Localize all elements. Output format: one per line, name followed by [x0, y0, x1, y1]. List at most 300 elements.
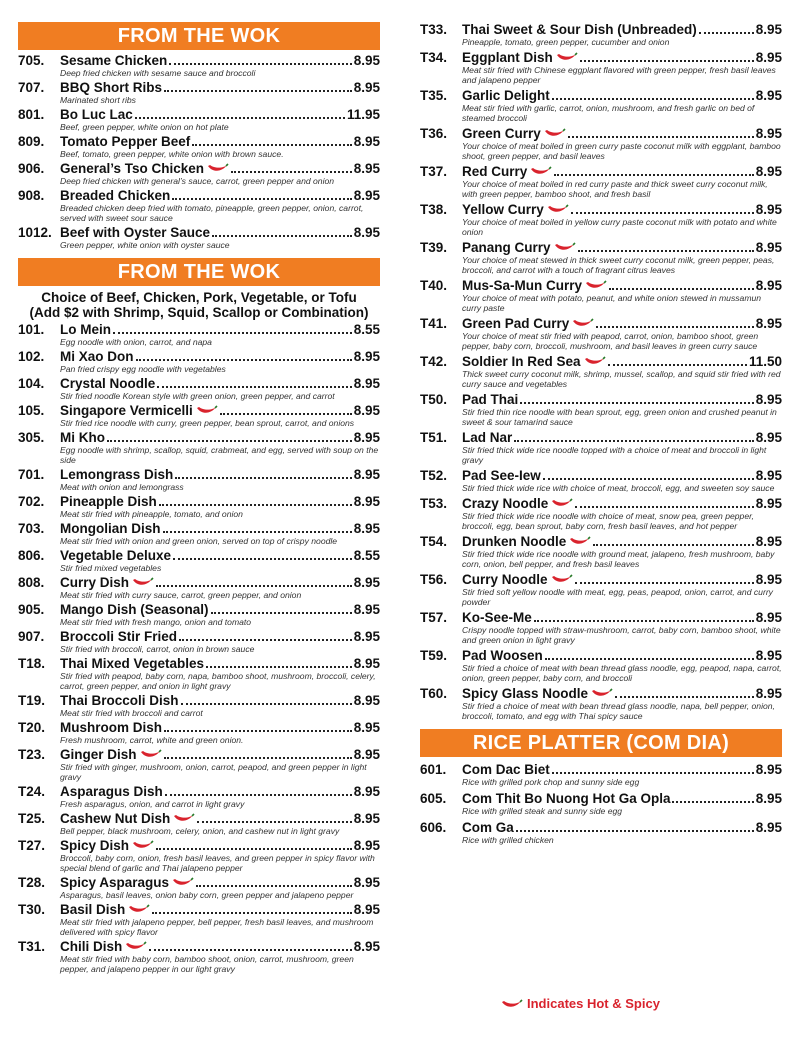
item-description: Stir fried thick wide rice with choice of meat, broccoli, egg, and sweeten soy sauce — [462, 483, 775, 493]
dot-leader — [554, 174, 753, 176]
item-price: 8.95 — [353, 403, 380, 418]
item-price: 8.95 — [755, 240, 782, 255]
item-number: T50. — [420, 392, 448, 407]
spicy-legend-text: Indicates Hot & Spicy — [527, 996, 660, 1011]
item-name: Lad Nar — [462, 430, 513, 445]
item-name: Curry Dish — [60, 575, 130, 590]
item-description: Your choice of meat stir fried with peapod, carrot, onion, bamboo shoot, green pepper, baby corn, broccoli, mushroom, and basil leaves in green curry sauce — [462, 331, 759, 351]
item-number: T18. — [18, 656, 46, 671]
menu-item — [18, 811, 380, 836]
item-description: Meat with onion and lemongrass — [60, 482, 184, 492]
menu-item-line — [420, 50, 782, 65]
menu-item-line — [18, 811, 380, 826]
dot-leader — [169, 63, 351, 65]
item-number: T56. — [420, 572, 448, 587]
item-name: Cashew Nut Dish — [60, 811, 171, 826]
menu-item-line — [18, 134, 380, 149]
choice-note-line1: Choice of Beef, Chicken, Pork, Vegetable, or Tofu — [41, 290, 357, 305]
item-price: 8.95 — [353, 902, 380, 917]
chili-pepper-icon — [572, 318, 594, 328]
menu-item — [18, 225, 380, 250]
item-name: Yellow Curry — [462, 202, 544, 217]
item-name: Beef with Oyster Sauce — [60, 225, 211, 240]
item-price: 8.95 — [353, 693, 380, 708]
choice-note-line2: (Add $2 with Shrimp, Squid, Scallop or Combination) — [29, 305, 369, 320]
item-number: 908. — [18, 188, 45, 203]
item-number: 905. — [18, 602, 45, 617]
menu-item — [18, 53, 380, 78]
item-number: 1012. — [18, 225, 52, 240]
item-number: 605. — [420, 791, 447, 806]
item-price: 8.95 — [353, 875, 380, 890]
menu-item — [420, 496, 782, 531]
item-name: Eggplant Dish — [462, 50, 553, 65]
menu-item — [420, 392, 782, 427]
dot-leader — [516, 830, 754, 832]
item-name: Spicy Asparagus — [60, 875, 170, 890]
menu-item — [420, 534, 782, 569]
menu-item-line — [420, 686, 782, 701]
dot-leader — [575, 506, 753, 508]
menu-item — [420, 126, 782, 161]
menu-item — [18, 784, 380, 809]
dot-leader — [163, 531, 352, 533]
dot-leader — [608, 364, 747, 366]
item-price: 8.95 — [353, 602, 380, 617]
item-name: Curry Noodle — [462, 572, 548, 587]
menu-item — [18, 134, 380, 159]
item-description: Stir fried a choice of meat with bean thread glass noodle, egg, peapod, napa, carrot, onion, green pepper, baby corn, and broccoli — [462, 663, 782, 683]
menu-item-line — [420, 496, 782, 511]
chili-pepper-icon — [556, 52, 578, 62]
menu-item-line — [18, 629, 380, 644]
item-name: Tomato Pepper Beef — [60, 134, 191, 149]
item-price: 8.95 — [353, 656, 380, 671]
dot-leader — [159, 504, 352, 506]
item-price: 8.95 — [353, 521, 380, 536]
chili-pepper-icon — [551, 574, 573, 584]
menu-list-rice — [420, 762, 782, 845]
choice-note — [18, 290, 380, 320]
menu-item-line — [18, 784, 380, 799]
item-description: Bell pepper, black mushroom, celery, onion, and cashew nut in light gravy — [60, 826, 340, 836]
menu-item — [18, 349, 380, 374]
dot-leader — [196, 885, 352, 887]
item-description: Egg noodle with shrimp, scallop, squid, crabmeat, and egg, served with soup on the side — [60, 445, 379, 465]
dot-leader — [165, 794, 352, 796]
menu-item-line — [420, 354, 782, 369]
menu-item-line — [420, 534, 782, 549]
item-number: T36. — [420, 126, 448, 141]
item-price: 8.95 — [353, 811, 380, 826]
item-name: Panang Curry — [462, 240, 551, 255]
menu-item-line — [18, 875, 380, 890]
dot-leader — [552, 98, 754, 100]
dot-leader — [545, 658, 754, 660]
item-price: 8.95 — [353, 349, 380, 364]
item-number: 906. — [18, 161, 45, 176]
menu-item — [420, 164, 782, 199]
item-number: T20. — [18, 720, 46, 735]
chili-pepper-icon — [172, 877, 194, 887]
item-description: Fresh mushroom, carrot, white and green onion. — [60, 735, 244, 745]
item-description: Stir fried a choice of meat with bean thread glass noodle, napa, bell pepper, onion, broccoli, tomato, and egg with Thai spicy sauce — [462, 701, 775, 721]
menu-item-line — [18, 602, 380, 617]
item-price: 8.95 — [755, 820, 782, 835]
menu-item-line — [420, 762, 782, 777]
dot-leader — [609, 288, 754, 290]
item-description: Your choice of meat with potato, peanut, and white onion stewed in mussamun curry paste — [462, 293, 762, 313]
item-name: Breaded Chicken — [60, 188, 171, 203]
chili-pepper-icon — [547, 204, 569, 214]
menu-item-line — [420, 316, 782, 331]
item-description: Meat stir fried with broccoli and carrot — [60, 708, 203, 718]
chili-pepper-icon — [132, 840, 154, 850]
item-price: 8.95 — [755, 22, 782, 37]
dot-leader — [206, 666, 352, 668]
item-name: Thai Broccoli Dish — [60, 693, 179, 708]
item-number: 101. — [18, 322, 45, 337]
menu-item-line — [420, 22, 782, 37]
item-price: 8.95 — [353, 494, 380, 509]
menu-item — [18, 107, 380, 132]
menu-item — [18, 430, 380, 465]
item-name: Broccoli Stir Fried — [60, 629, 178, 644]
menu-item-line — [420, 240, 782, 255]
menu-item — [18, 656, 380, 691]
menu-item — [420, 791, 782, 816]
menu-item-line — [420, 468, 782, 483]
menu-item — [420, 22, 782, 47]
menu-item-line — [18, 322, 380, 337]
item-name: Red Curry — [462, 164, 528, 179]
dot-leader — [172, 198, 351, 200]
dot-leader — [699, 32, 754, 34]
menu-item-line — [420, 202, 782, 217]
item-price: 8.95 — [755, 316, 782, 331]
menu-item-line — [18, 747, 380, 762]
dot-leader — [578, 250, 754, 252]
item-number: 801. — [18, 107, 45, 122]
menu-item-line — [18, 902, 380, 917]
item-name: Mongolian Dish — [60, 521, 161, 536]
item-description: Rice with grilled pork chop and sunny side egg — [462, 777, 640, 787]
item-price: 8.95 — [353, 376, 380, 391]
chili-pepper-icon — [173, 813, 195, 823]
item-number: T60. — [420, 686, 448, 701]
item-description: Stir fried thick wide rice noodle topped with a choice of meat and broccoli in light gravy — [462, 445, 767, 465]
item-name: Sesame Chicken — [60, 53, 168, 68]
item-description: Breaded chicken deep fried with tomato, pineapple, green pepper, onion, carrot, served with sweet sour sauce — [60, 203, 364, 223]
chili-pepper-icon — [554, 242, 576, 252]
menu-item — [420, 648, 782, 683]
item-number: T31. — [18, 939, 46, 954]
menu-item-line — [420, 610, 782, 625]
chili-pepper-icon — [569, 536, 591, 546]
menu-item-line — [18, 376, 380, 391]
item-number: T30. — [18, 902, 46, 917]
item-number: T23. — [18, 747, 46, 762]
menu-item-line — [18, 838, 380, 853]
dot-leader — [220, 413, 352, 415]
menu-item — [420, 686, 782, 721]
item-number: T37. — [420, 164, 448, 179]
menu-item — [18, 403, 380, 428]
menu-item — [420, 762, 782, 787]
item-number: T54. — [420, 534, 448, 549]
item-price: 8.55 — [353, 548, 380, 563]
item-number: T39. — [420, 240, 448, 255]
item-number: 305. — [18, 430, 45, 445]
item-number: 809. — [18, 134, 45, 149]
item-price: 8.95 — [755, 88, 782, 103]
menu-item — [18, 939, 380, 974]
menu-item-line — [18, 403, 380, 418]
menu-item-line — [18, 430, 380, 445]
item-name: Garlic Delight — [462, 88, 550, 103]
menu-item — [420, 316, 782, 351]
item-name: Pad See-Iew — [462, 468, 541, 483]
item-description: Pineapple, tomato, green pepper, cucumber and onion — [462, 37, 670, 47]
item-number: 702. — [18, 494, 45, 509]
menu-item — [420, 820, 782, 845]
menu-item-line — [420, 392, 782, 407]
item-name: Crazy Noodle — [462, 496, 549, 511]
dot-leader — [192, 144, 351, 146]
menu-item — [18, 693, 380, 718]
menu-item-line — [420, 648, 782, 663]
item-description: Meat stir fried with garlic, carrot, onion, mushroom, and fresh garlic on bed of steamed broccoli — [462, 103, 755, 123]
menu-item — [18, 838, 380, 873]
item-name: BBQ Short Ribs — [60, 80, 163, 95]
menu-item — [18, 720, 380, 745]
menu-item — [420, 240, 782, 275]
item-description: Stir fried noodle Korean style with green onion, green pepper, and carrot — [60, 391, 335, 401]
item-price: 8.95 — [353, 747, 380, 762]
menu-item-line — [420, 820, 782, 835]
item-number: T33. — [420, 22, 448, 37]
item-name: Lemongrass Dish — [60, 467, 174, 482]
item-description: Deep fried chicken with general’s sauce, carrot, green pepper and onion — [60, 176, 335, 186]
menu-item-line — [420, 430, 782, 445]
menu-item — [18, 575, 380, 600]
item-number: T41. — [420, 316, 448, 331]
item-number: T35. — [420, 88, 448, 103]
dot-leader — [113, 332, 352, 334]
item-price: 8.95 — [755, 648, 782, 663]
chili-pepper-icon — [501, 999, 523, 1009]
item-name: Spicy Dish — [60, 838, 130, 853]
item-number: T57. — [420, 610, 448, 625]
menu-item — [18, 629, 380, 654]
item-description: Stir fried thin rice noodle with bean sprout, egg, green onion and crushed peanut in sweet & sour tamarind sauce — [462, 407, 777, 427]
item-description: Your choice of meat stewed in thick sweet curry coconut milk, green pepper, peas, broccoli, and carrot with a touch of fragrant citrus leaves — [462, 255, 775, 275]
dot-leader — [135, 117, 345, 119]
dot-leader — [156, 585, 352, 587]
item-description: Stir fried soft yellow noodle with meat, egg, peas, peapod, onion, carrot, and curry powder — [462, 587, 773, 607]
item-number: T27. — [18, 838, 46, 853]
item-number: T38. — [420, 202, 448, 217]
item-number: T25. — [18, 811, 46, 826]
item-name: Mushroom Dish — [60, 720, 163, 735]
item-name: Mango Dish (Seasonal) — [60, 602, 209, 617]
item-number: T53. — [420, 496, 448, 511]
item-description: Meat stir fried with fresh mango, onion and tomato — [60, 617, 252, 627]
item-name: Mus-Sa-Mun Curry — [462, 278, 583, 293]
menu-item-line — [18, 80, 380, 95]
item-name: Mi Xao Don — [60, 349, 134, 364]
menu-item — [420, 430, 782, 465]
item-name: Soldier In Red Sea — [462, 354, 581, 369]
item-description: Broccoli, baby corn, onion, fresh basil leaves, and green pepper in spicy flavor with special blend of garlic and Thai jalapeno pepper — [60, 853, 375, 873]
item-description: Fresh asparagus, onion, and carrot in light gravy — [60, 799, 245, 809]
menu-item-line — [420, 126, 782, 141]
item-price: 8.95 — [755, 278, 782, 293]
item-description: Meat stir fried with onion and green onion, served on top of crispy noodle — [60, 536, 338, 546]
dot-leader — [593, 544, 753, 546]
menu-item — [18, 188, 380, 223]
chili-pepper-icon — [196, 405, 218, 415]
item-name: Bo Luc Lac — [60, 107, 133, 122]
menu-item-line — [420, 791, 782, 806]
dot-leader — [672, 801, 753, 803]
item-description: Stir fried rice noodle with curry, green pepper, bean sprout, carrot, and onions — [60, 418, 355, 428]
dot-leader — [175, 477, 351, 479]
menu-item-line — [18, 349, 380, 364]
menu-item-line — [420, 164, 782, 179]
dot-leader — [552, 772, 754, 774]
dot-leader — [596, 326, 753, 328]
item-description: Green pepper, white onion with oyster sauce — [60, 240, 230, 250]
item-number: 601. — [420, 762, 447, 777]
menu-list-wok2 — [18, 322, 380, 974]
section-banner-from-the-wok-2: FROM THE WOK — [18, 258, 380, 286]
item-price: 11.50 — [748, 354, 782, 369]
item-number: 703. — [18, 521, 45, 536]
item-name: Lo Mein — [60, 322, 111, 337]
menu-item-line — [420, 572, 782, 587]
item-name: Pad Woosen — [462, 648, 543, 663]
section-banner-rice-platter: RICE PLATTER (COM DIA) — [420, 729, 782, 757]
dot-leader — [534, 620, 754, 622]
item-name: General’s Tso Chicken — [60, 161, 205, 176]
dot-leader — [152, 912, 351, 914]
chili-pepper-icon — [551, 498, 573, 508]
menu-item-line — [18, 188, 380, 203]
dot-leader — [164, 730, 352, 732]
menu-item — [420, 50, 782, 85]
dot-leader — [543, 478, 754, 480]
item-price: 8.95 — [353, 838, 380, 853]
item-number: 808. — [18, 575, 45, 590]
item-description: Meat stir fried with jalapeno pepper, bell pepper, fresh basil leaves, and mushroom delivered with spicy flavor — [60, 917, 374, 937]
dot-leader — [164, 90, 352, 92]
item-name: Vegetable Deluxe — [60, 548, 172, 563]
menu-item — [420, 572, 782, 607]
item-description: Stir fried with broccoli, carrot, onion in brown sauce — [60, 644, 255, 654]
item-description: Rice with grilled chicken — [462, 835, 554, 845]
item-description: Beef, green pepper, white onion on hot plate — [60, 122, 229, 132]
item-number: T59. — [420, 648, 448, 663]
item-number: T24. — [18, 784, 46, 799]
menu-item-line — [18, 693, 380, 708]
dot-leader — [164, 757, 352, 759]
chili-pepper-icon — [125, 941, 147, 951]
chili-pepper-icon — [128, 904, 150, 914]
item-name: Thai Mixed Vegetables — [60, 656, 205, 671]
item-number: 806. — [18, 548, 45, 563]
menu-item — [18, 548, 380, 573]
item-name: Chili Dish — [60, 939, 123, 954]
item-description: Meat stir fried with curry sauce, carrot, green pepper, and onion — [60, 590, 302, 600]
item-number: T52. — [420, 468, 448, 483]
menu-item-line — [18, 548, 380, 563]
menu-item — [18, 747, 380, 782]
dot-leader — [136, 359, 352, 361]
menu-item-line — [18, 656, 380, 671]
item-name: Com Dac Biet — [462, 762, 550, 777]
item-description: Stir fried mixed vegetables — [60, 563, 162, 573]
menu-list-wok1 — [18, 53, 380, 250]
item-price: 8.95 — [353, 53, 380, 68]
item-number: T42. — [420, 354, 448, 369]
item-name: Crystal Noodle — [60, 376, 156, 391]
item-number: 701. — [18, 467, 45, 482]
item-description: Asparagus, basil leaves, onion baby corn, green pepper and jalapeno pepper — [60, 890, 354, 900]
item-name: Ko-See-Me — [462, 610, 532, 625]
menu-item — [18, 376, 380, 401]
item-price: 8.95 — [353, 784, 380, 799]
item-price: 8.95 — [755, 468, 782, 483]
right-column — [420, 22, 782, 845]
item-price: 8.95 — [755, 164, 782, 179]
menu-item — [420, 278, 782, 313]
item-price: 8.55 — [353, 322, 380, 337]
menu-item-line — [18, 225, 380, 240]
item-price: 8.95 — [755, 392, 782, 407]
item-name: Pad Thai — [462, 392, 519, 407]
chili-pepper-icon — [544, 128, 566, 138]
dot-leader — [157, 386, 351, 388]
menu-item-line — [18, 107, 380, 122]
spicy-legend — [498, 996, 660, 1011]
dot-leader — [580, 60, 754, 62]
item-number: 705. — [18, 53, 45, 68]
dot-leader — [571, 212, 754, 214]
item-description: Egg noodle with onion, carrot, and napa — [60, 337, 212, 347]
item-price: 8.95 — [755, 202, 782, 217]
item-description: Your choice of meat boiled in green curry paste coconut milk with eggplant, bamboo shoot, green pepper, and basil leaves — [462, 141, 781, 161]
menu-item — [420, 354, 782, 389]
item-price: 8.95 — [755, 610, 782, 625]
item-name: Singapore Vermicelli — [60, 403, 193, 418]
item-name: Green Curry — [462, 126, 541, 141]
item-price: 8.95 — [353, 939, 380, 954]
menu-list-thai — [420, 22, 782, 721]
item-description: Pan fried crispy egg noodle with vegetables — [60, 364, 226, 374]
chili-pepper-icon — [584, 356, 606, 366]
dot-leader — [615, 696, 754, 698]
dot-leader — [107, 440, 352, 442]
chili-pepper-icon — [585, 280, 607, 290]
dot-leader — [197, 821, 351, 823]
item-price: 8.95 — [755, 534, 782, 549]
menu-item-line — [18, 720, 380, 735]
item-price: 11.95 — [346, 107, 380, 122]
item-description: Beef, tomato, green pepper, white onion with brown sauce. — [60, 149, 284, 159]
item-price: 8.95 — [353, 80, 380, 95]
item-description: Your choice of meat boiled in red curry paste and thick sweet curry coconut milk, with green pepper, bamboo shoot, and fresh basil — [462, 179, 768, 199]
